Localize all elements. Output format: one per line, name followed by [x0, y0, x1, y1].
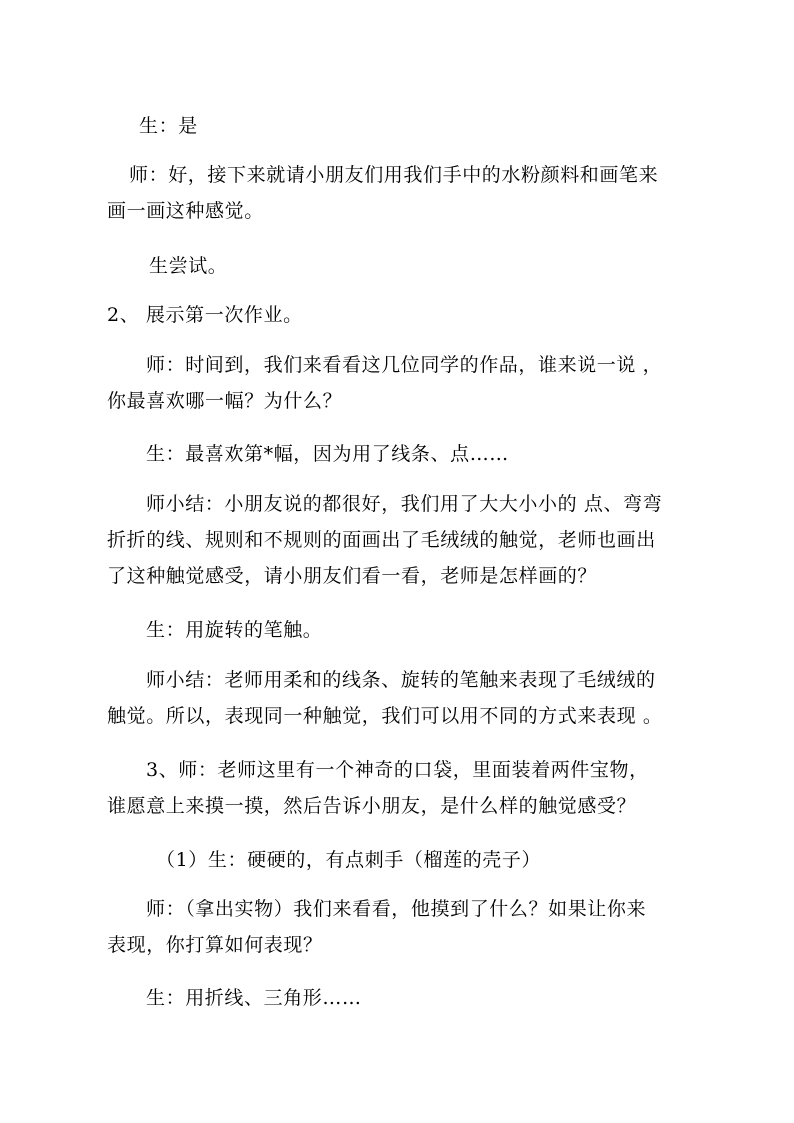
- paragraph-summary1-line1: 师小结：小朋友说的都很好，我们用了大大小小的 点、弯弯: [146, 493, 663, 515]
- paragraph-student-try: 生尝试。: [149, 255, 228, 277]
- paragraph-student-rotate: 生：用旋转的笔触。: [146, 619, 323, 641]
- paragraph-student-favorite: 生：最喜欢第*幅，因为用了线条、点……: [146, 443, 509, 465]
- paragraph-summary2-line2: 触觉。所以，表现同一种触觉，我们可以用不同的方式来表现 。: [107, 705, 663, 727]
- paragraph-bag-line2: 谁愿意上来摸一摸，然后告诉小朋友，是什么样的触觉感受？: [107, 795, 637, 817]
- paragraph-student-yes: 生：是: [139, 115, 198, 137]
- paragraph-teacher-time-line1: 师：时间到，我们来看看这几位同学的作品，谁来说一说 ，: [146, 354, 663, 376]
- paragraph-teacher-draw-line1: 师：好，接下来就请小朋友们用我们手中的水粉颜料和画笔来: [129, 164, 659, 186]
- paragraph-student-hard: （1）生：硬硬的，有点刺手（榴莲的壳子）: [156, 849, 542, 871]
- paragraph-summary2-line1: 师小结：老师用柔和的线条、旋转的笔触来表现了毛绒绒的: [146, 669, 656, 691]
- paragraph-teacher-show-line2: 表现，你打算如何表现？: [107, 934, 323, 956]
- section-heading-2: 2、 展示第一次作业。: [107, 304, 303, 326]
- paragraph-teacher-time-line2: 你最喜欢哪一幅？为什么？: [107, 390, 343, 412]
- paragraph-teacher-show-line1: 师：（拿出实物）我们来看看，他摸到了什么？如果让你来: [146, 898, 647, 920]
- paragraph-student-zigzag: 生：用折线、三角形……: [146, 987, 362, 1009]
- paragraph-summary1-line3: 了这种触觉感受，请小朋友们看一看，老师是怎样画的？: [107, 565, 598, 587]
- paragraph-bag-line1: 3、师：老师这里有一个神奇的口袋，里面装着两件宝物，: [146, 759, 649, 781]
- paragraph-teacher-draw-line2: 画一画这种感觉。: [107, 200, 264, 222]
- paragraph-summary1-line2: 折折的线、规则和不规则的面画出了毛绒绒的触觉，老师也画出: [107, 529, 656, 551]
